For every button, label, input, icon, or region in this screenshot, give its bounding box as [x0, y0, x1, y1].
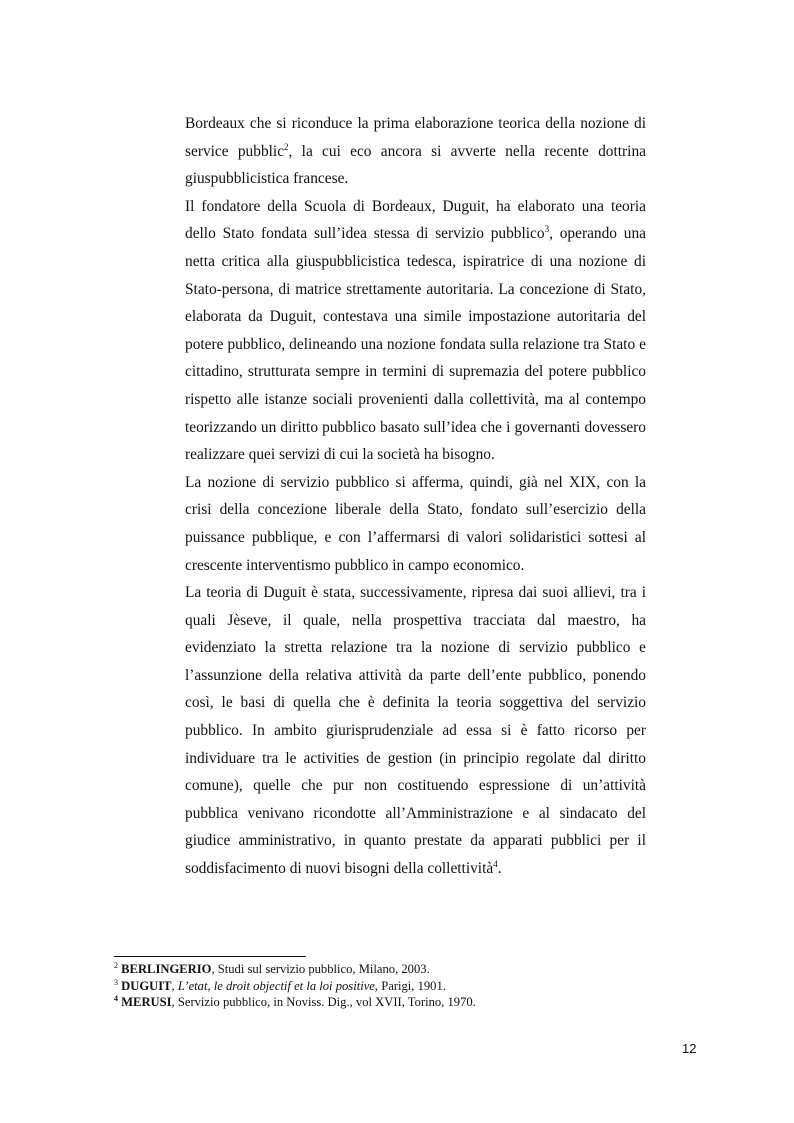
footnote-number: 4 [114, 994, 118, 1003]
footnote-separator-text: , [171, 978, 178, 993]
footnote [114, 961, 674, 978]
paragraph-text: La teoria di Duguit è stata, successivamente, ripresa dai suoi allievi, tra i quali Jèseve, il quale, nella prospettiva tracciata dal maestro, ha evidenziato la stretta relazione tra la nozione di servizio pubblico e l’assunzione della relativa attività da parte dell’ente pubblico, ponendo così, le basi di quella che è definita la teoria soggettiva del servizio pubblico. In ambito giurisprudenziale ad essa si è fatto ricorso per individuare tra le activities de gestion (in principio regolate dal diritto comune), quelle che pur non costituendo espressione di un’attività pubblica venivano ricondotte all’Amministrazione e al sindacato del giudice amministrativo, in quanto prestate da apparati pubblici per il soddisfacimento di nuovi bisogni della collettività [185, 584, 646, 878]
footnote-title: L’etat, le droit objectif et la loi positive [177, 978, 375, 993]
body-text [185, 110, 646, 883]
footnote-number: 3 [114, 977, 118, 987]
paragraph-text: , operando una netta critica alla giuspubblicistica tedesca, ispiratrice di una nozione di Stato-persona, di matrice strettamente autoritaria. La concezione di Stato, elaborata da Duguit, contestava una simile impostazione autoritaria del potere pubblico, delineando una nozione fondata sulla relazione tra Stato e cittadino, strutturata sempre in termini di supremazia del potere pubblico rispetto alle istanze sociali provenienti dalla collettività, ma al contempo teorizzando un diritto pubblico basato sull’idea che i governanti dovessero realizzare quei servizi di cui la società ha bisogno. [185, 225, 646, 464]
footnote-author: BERLINGERIO [121, 962, 212, 976]
footnote [114, 994, 674, 1011]
footnote-reference[interactable]: 2 [284, 141, 289, 152]
footnote-number: 2 [114, 961, 118, 970]
footnote-text: , Studi sul servizio pubblico, Milano, 2003. [211, 962, 430, 976]
paragraph [185, 579, 646, 883]
paragraph [185, 110, 646, 193]
paragraph-text: Il fondatore della Scuola di Bordeaux, Duguit, ha elaborato una teoria dello Stato fondata sull’idea stessa di servizio pubblico [185, 197, 646, 243]
footnote-author: MERUSI [121, 995, 172, 1009]
paragraph [185, 193, 646, 469]
footnote [114, 978, 674, 995]
paragraph-text: Bordeaux che si riconduce la prima elaborazione teorica della nozione di service pubblic [185, 115, 646, 160]
page-number: 12 [682, 1041, 697, 1056]
footnote-separator [114, 956, 306, 957]
paragraph-text: , la cui eco ancora si avverte nella recente dottrina giuspubblicistica francese. [185, 142, 646, 188]
paragraph-text: . [497, 860, 502, 878]
footnote-reference[interactable]: 3 [544, 224, 550, 235]
paragraph [185, 469, 646, 579]
footnote-text: , Servizio pubblico, in Noviss. Dig., vol XVII, Torino, 1970. [171, 995, 476, 1009]
footnote-reference[interactable]: 4 [493, 859, 498, 870]
footnote-author: DUGUIT [121, 978, 172, 993]
footnotes [114, 961, 674, 1011]
footnote-text: , Parigi, 1901. [374, 978, 446, 993]
paragraph-text: La nozione di servizio pubblico si afferma, quindi, già nel XIX, con la crisi della concezione liberale della Stato, fondato sull’esercizio della puissance pubblique, e con l’affermarsi di valori solidaristici sottesi al crescente interventismo pubblico in campo economico. [185, 473, 646, 574]
